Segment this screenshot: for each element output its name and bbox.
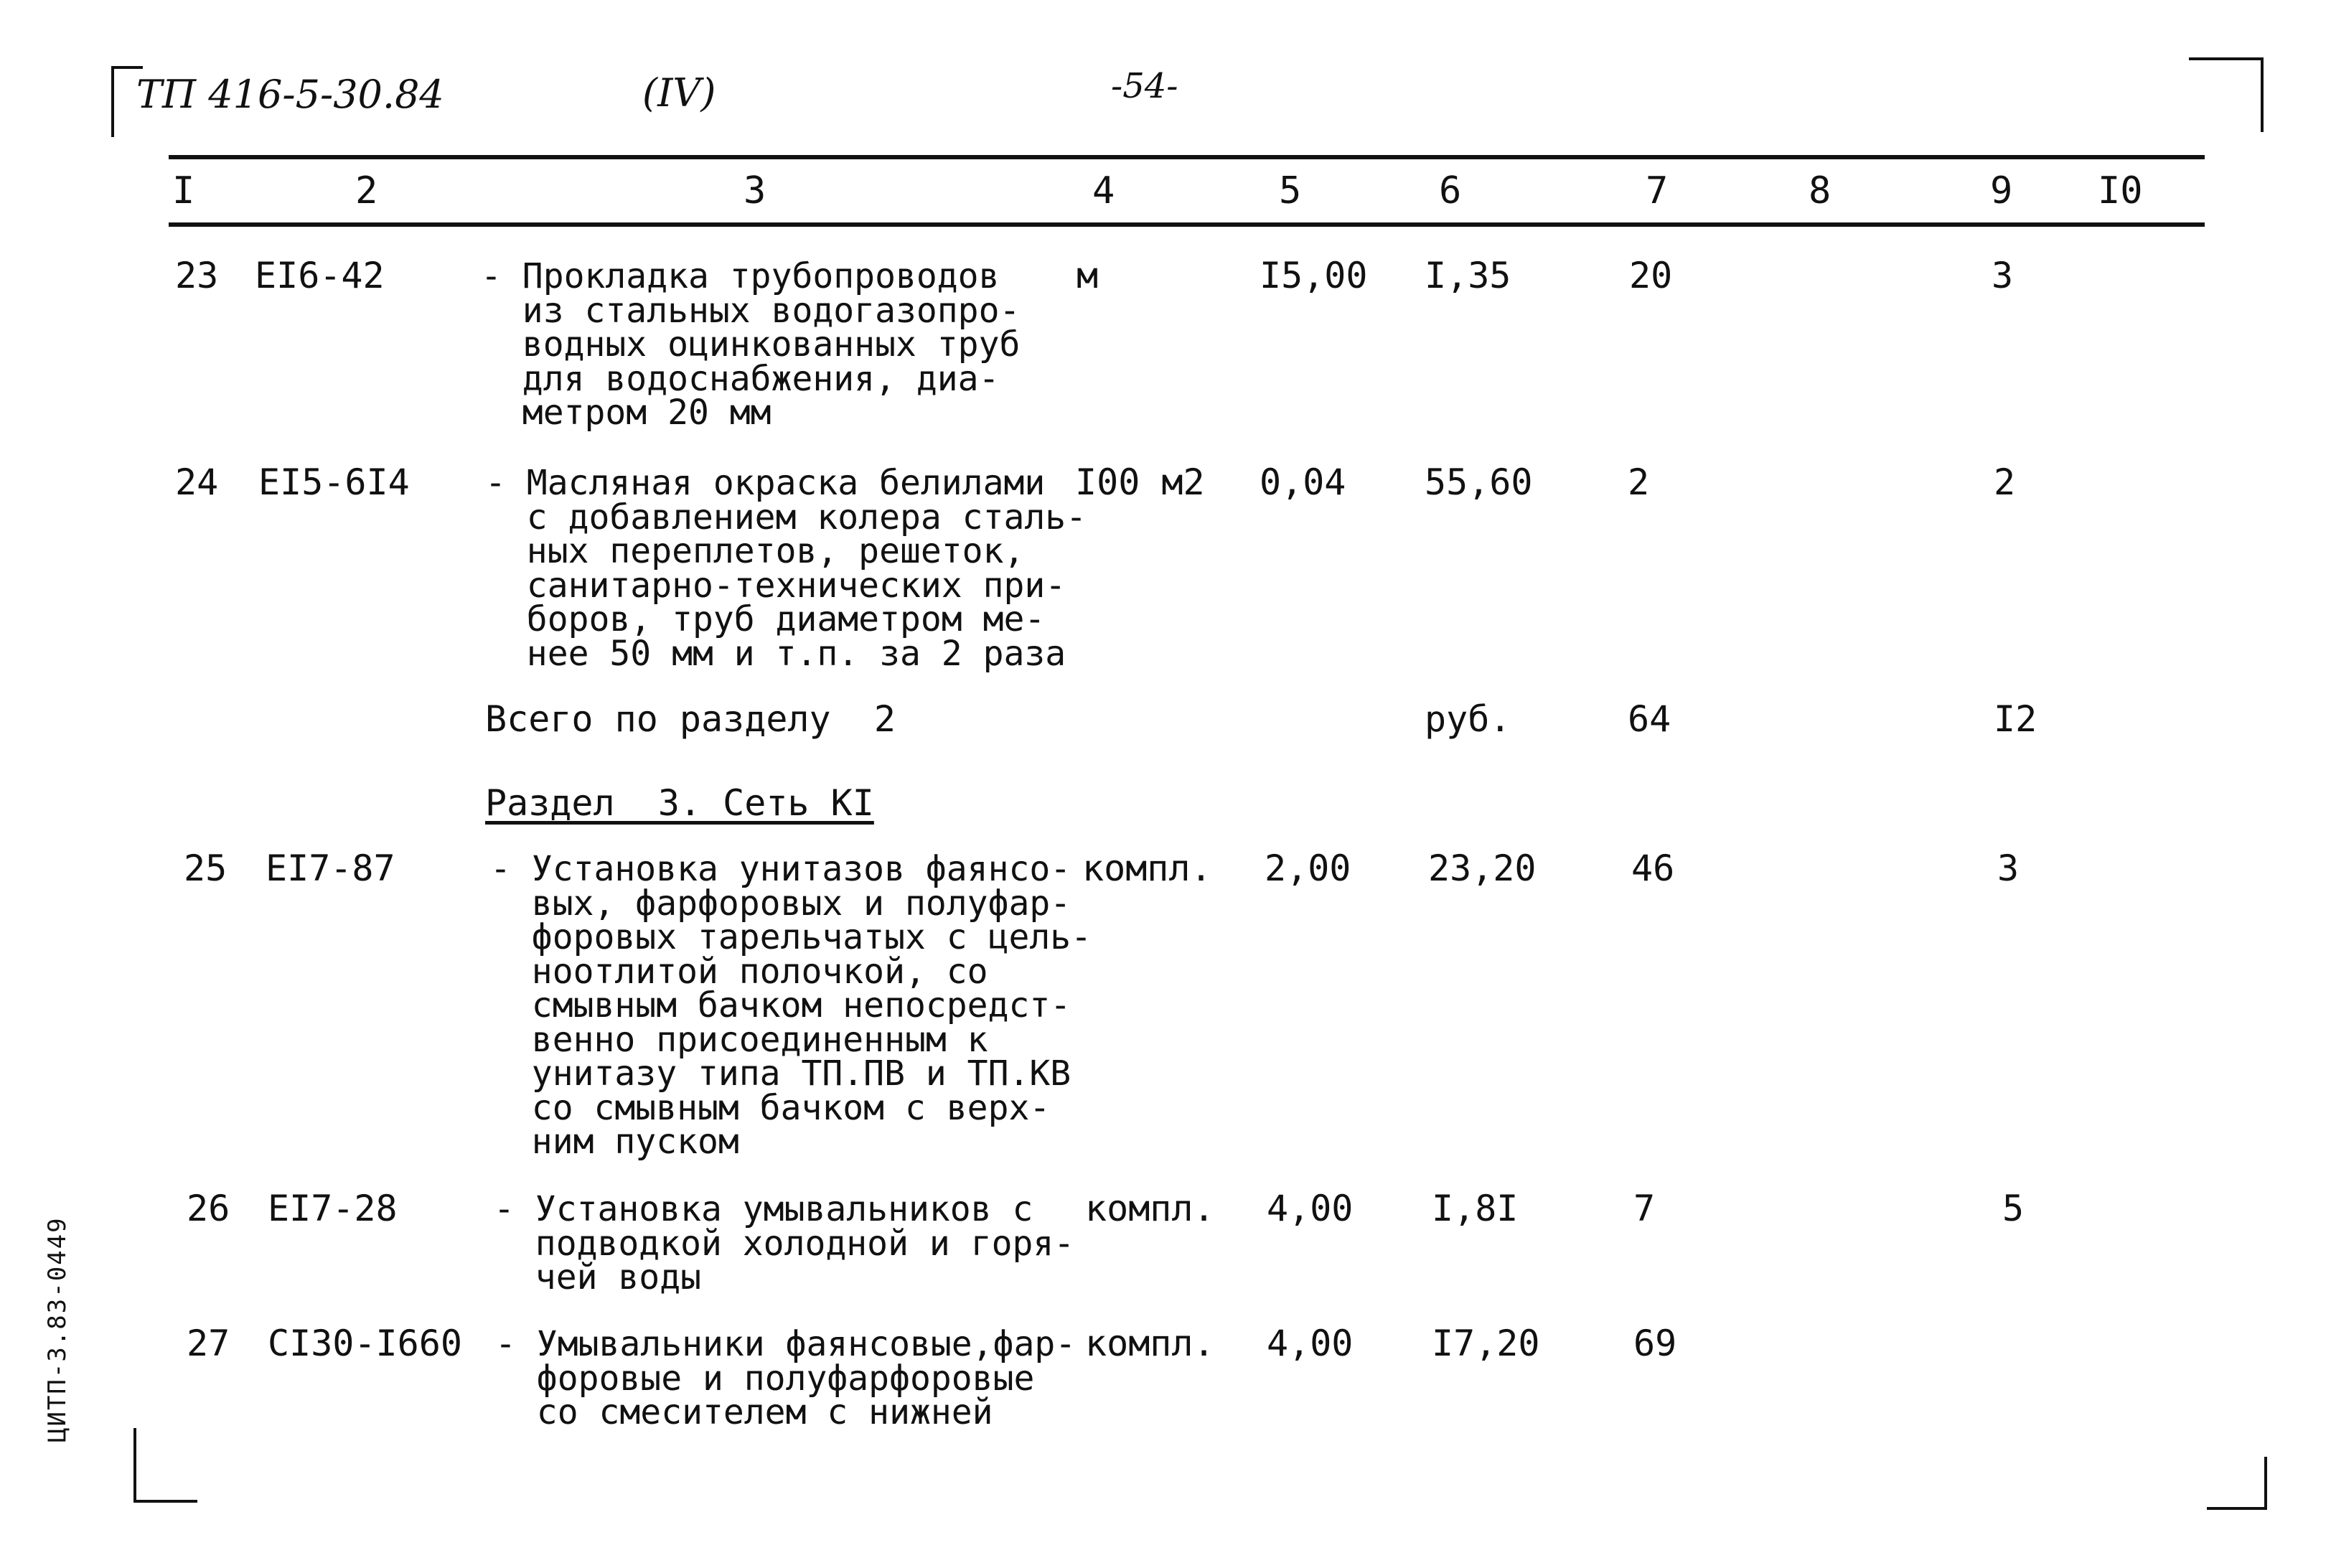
page-number: -54- — [1111, 66, 1178, 106]
unit: компл. — [1082, 848, 1212, 889]
column-header: 7 — [1646, 169, 1669, 212]
frame-corner-bottom-left — [133, 1428, 197, 1503]
unit: м — [1077, 255, 1099, 296]
column-header: 5 — [1279, 169, 1302, 212]
wage-cost: 2 — [1994, 461, 2016, 503]
work-description: - Установка унитазов фаянсо- вых, фарфоровых и полуфар- форовых тарельчатых с цель- ноотлитой полочкой, со смывным бачком непосредст- венно присоединенным к унитазу типа ТП.ПВ и ТП.КВ со смывным бачком с верх- ним пуском — [490, 849, 1092, 1162]
wage-cost: 3 — [1992, 255, 2014, 296]
row-number: 25 — [184, 848, 228, 889]
unit-price: I7,20 — [1432, 1323, 1540, 1364]
table-top-rule — [169, 155, 2205, 159]
frame-corner-bottom-right — [2207, 1457, 2267, 1510]
column-header: 2 — [355, 169, 378, 212]
document-code: ТП 416-5-30.84 — [136, 72, 444, 117]
unit: компл. — [1085, 1323, 1215, 1364]
unit-price: 55,60 — [1425, 461, 1533, 503]
work-description: - Умывальники фаянсовые,фар- форовые и полуфарфоровые со смесителем с нижней — [495, 1324, 1077, 1432]
unit: I00 м2 — [1075, 461, 1205, 503]
quantity: 4,00 — [1267, 1323, 1354, 1364]
table-header-rule — [169, 222, 2205, 227]
total-cost: 7 — [1633, 1188, 1656, 1229]
section-total-unit: руб. — [1425, 698, 1511, 740]
section-total-cost: 64 — [1628, 698, 1671, 740]
rate-code: EI5-6I4 — [258, 461, 410, 503]
side-stamp: ЦИТП-3.83-0449 — [43, 1216, 72, 1442]
column-header: 3 — [744, 169, 766, 212]
unit-price: I,8I — [1432, 1188, 1519, 1229]
quantity: 0,04 — [1260, 461, 1346, 503]
total-cost: 2 — [1628, 461, 1650, 503]
total-cost: 69 — [1633, 1323, 1677, 1364]
column-header: I — [172, 169, 195, 212]
wage-cost: 5 — [2002, 1188, 2025, 1229]
section-heading: Раздел 3. Сеть KI — [485, 782, 874, 824]
total-cost: 46 — [1631, 848, 1675, 889]
section-total-wage: I2 — [1994, 698, 2037, 740]
quantity: I5,00 — [1260, 255, 1368, 296]
section-total-label: Всего по разделу 2 — [485, 698, 896, 740]
column-header: 8 — [1809, 169, 1832, 212]
row-number: 27 — [187, 1323, 230, 1364]
unit-price: 23,20 — [1428, 848, 1537, 889]
wage-cost: 3 — [1997, 848, 2020, 889]
row-number: 23 — [175, 255, 219, 296]
column-header: 4 — [1092, 169, 1115, 212]
album-number: (IV) — [642, 70, 716, 116]
row-number: 24 — [175, 461, 219, 503]
rate-code: CI30-I660 — [268, 1323, 462, 1364]
unit-price: I,35 — [1425, 255, 1511, 296]
frame-corner-top-right — [2189, 57, 2264, 132]
total-cost: 20 — [1629, 255, 1673, 296]
work-description: - Масляная окраска белилами с добавлением колера сталь- ных переплетов, решеток, санитарно-технических при- боров, труб диаметром ме- нее 50 мм и т.п. за 2 раза — [485, 463, 1087, 674]
work-description: - Прокладка трубопроводов из стальных водогазопро- водных оцинкованных труб для водоснабжения, диа- метром 20 мм — [481, 256, 1021, 433]
row-number: 26 — [187, 1188, 230, 1229]
quantity: 4,00 — [1267, 1188, 1354, 1229]
rate-code: EI7-28 — [268, 1188, 398, 1229]
rate-code: EI7-87 — [266, 848, 395, 889]
column-header: 6 — [1439, 169, 1462, 212]
unit: компл. — [1085, 1188, 1215, 1229]
work-description: - Установка умывальников с подводкой холодной и горя- чей воды — [494, 1189, 1075, 1297]
quantity: 2,00 — [1265, 848, 1351, 889]
rate-code: EI6-42 — [255, 255, 385, 296]
column-header: I0 — [2098, 169, 2143, 212]
column-header: 9 — [1990, 169, 2013, 212]
